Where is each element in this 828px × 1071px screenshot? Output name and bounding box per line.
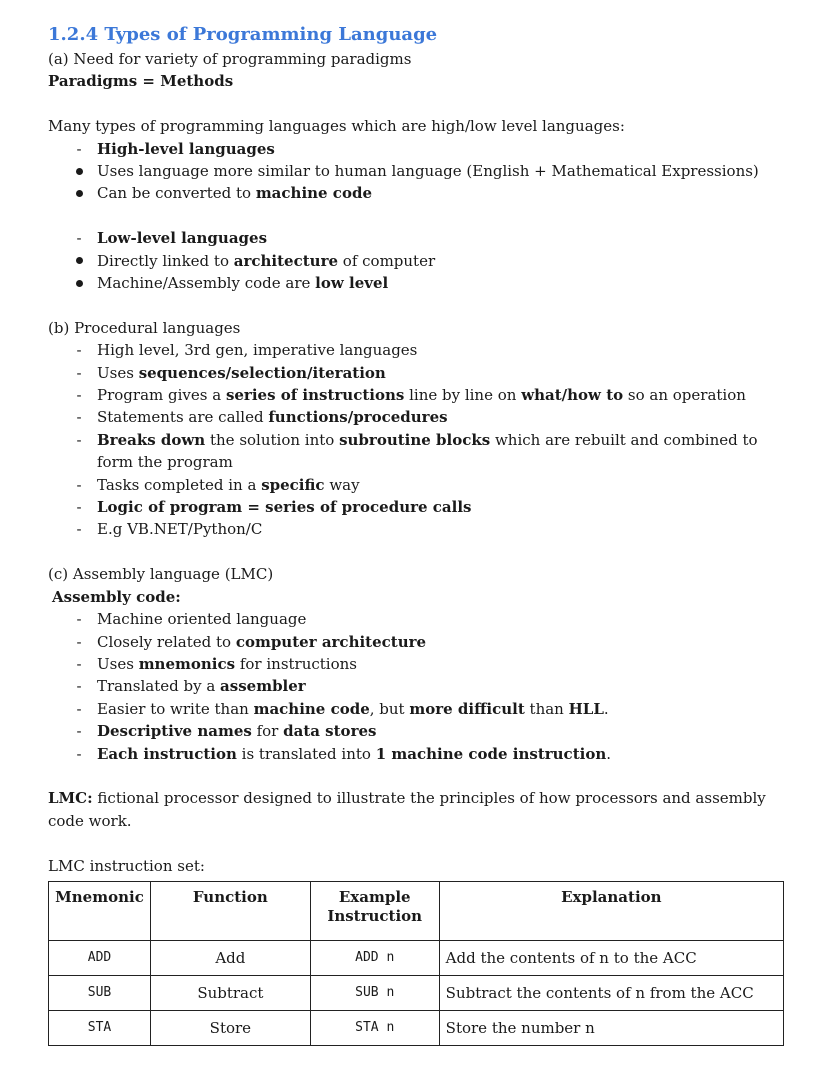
table-row (49, 1010, 784, 1045)
header-mnemonic: Mnemonic (49, 881, 151, 940)
list-item: - Descriptive names for data stores (76, 722, 377, 741)
list-item: - Closely related to computer architecture (76, 632, 427, 651)
header-explanation: Explanation (439, 881, 783, 940)
cell-function: Subtract (150, 975, 310, 1010)
cell-mnemonic: ADD (49, 940, 151, 975)
list-item: Directly linked to architecture of computer (48, 250, 788, 272)
languages-intro: Many types of programming languages which are high/low level languages: (48, 117, 625, 136)
table-header-row (49, 881, 784, 940)
list-item: - Machine oriented language (76, 610, 307, 629)
list-item: Uses language more similar to human language (English + Mathematical Expressions) (48, 160, 788, 182)
bullet-icon (72, 160, 86, 182)
list-item: - Program gives a series of instructions line by line on what/how to so an operation (76, 386, 746, 405)
list-item: - Translated by a assembler (76, 677, 306, 696)
cell-example: SUB n (310, 975, 439, 1010)
list-item: - Logic of program = series of procedure calls (76, 498, 472, 517)
table-caption: LMC instruction set: (48, 856, 205, 875)
cell-example: STA n (310, 1010, 439, 1045)
assembly-list (48, 608, 788, 765)
header-example: Example Instruction (310, 881, 439, 940)
list-item: - Easier to write than machine code, but more difficult than HLL. (76, 699, 609, 718)
list-item: Machine/Assembly code are low level (48, 272, 788, 294)
cell-explanation: Add the contents of n to the ACC (439, 940, 783, 975)
bullet-icon (72, 182, 86, 204)
list-item: - Uses sequences/selection/iteration (76, 363, 386, 382)
spacer (48, 93, 788, 115)
paradigms-definition: Paradigms = Methods (48, 72, 234, 91)
list-item: - Tasks completed in a specific way (76, 475, 360, 494)
section-c-title: (c) Assembly language (LMC) (48, 565, 274, 584)
document-page (48, 22, 788, 1046)
cell-explanation: Subtract the contents of n from the ACC (439, 975, 783, 1010)
list-item: - High-level languages (48, 138, 788, 160)
dash-marker: - (76, 229, 82, 248)
spacer (48, 765, 788, 787)
list-item: - Low-level languages (48, 227, 788, 249)
low-level-list (48, 227, 788, 294)
cell-mnemonic: STA (49, 1010, 151, 1045)
list-item: - Each instruction is translated into 1 machine code instruction. (76, 744, 612, 763)
table-row (49, 940, 784, 975)
dash-marker: - (76, 139, 82, 158)
cell-mnemonic: SUB (49, 975, 151, 1010)
spacer (48, 294, 788, 316)
list-item: - Statements are called functions/procedures (76, 408, 448, 427)
spacer (48, 205, 788, 227)
section-heading: 1.2.4 Types of Programming Language (48, 24, 438, 45)
cell-explanation: Store the number n (439, 1010, 783, 1045)
assembly-code-subtitle: Assembly code: (52, 587, 181, 606)
bullet-icon (72, 272, 86, 294)
high-level-list (48, 138, 788, 205)
lmc-description: LMC: fictional processor designed to illustrate the principles of how processors and assembly code work. (48, 789, 766, 830)
lmc-instruction-table (48, 881, 784, 1046)
spacer (48, 832, 788, 854)
list-item: - High level, 3rd gen, imperative languages (76, 341, 418, 360)
list-item: Can be converted to machine code (48, 182, 788, 204)
cell-function: Store (150, 1010, 310, 1045)
cell-function: Add (150, 940, 310, 975)
bullet-icon (72, 250, 86, 272)
cell-example: ADD n (310, 940, 439, 975)
list-item: - Breaks down the solution into subroutine blocks which are rebuilt and combined to form the program (76, 430, 758, 472)
section-b-title: (b) Procedural languages (48, 318, 241, 337)
procedural-list (48, 339, 788, 541)
list-item: - Uses mnemonics for instructions (76, 654, 357, 673)
table-row (49, 975, 784, 1010)
header-function: Function (150, 881, 310, 940)
section-a-title: (a) Need for variety of programming paradigms (48, 50, 412, 68)
spacer (48, 541, 788, 563)
list-item: - E.g VB.NET/Python/C (76, 520, 263, 539)
